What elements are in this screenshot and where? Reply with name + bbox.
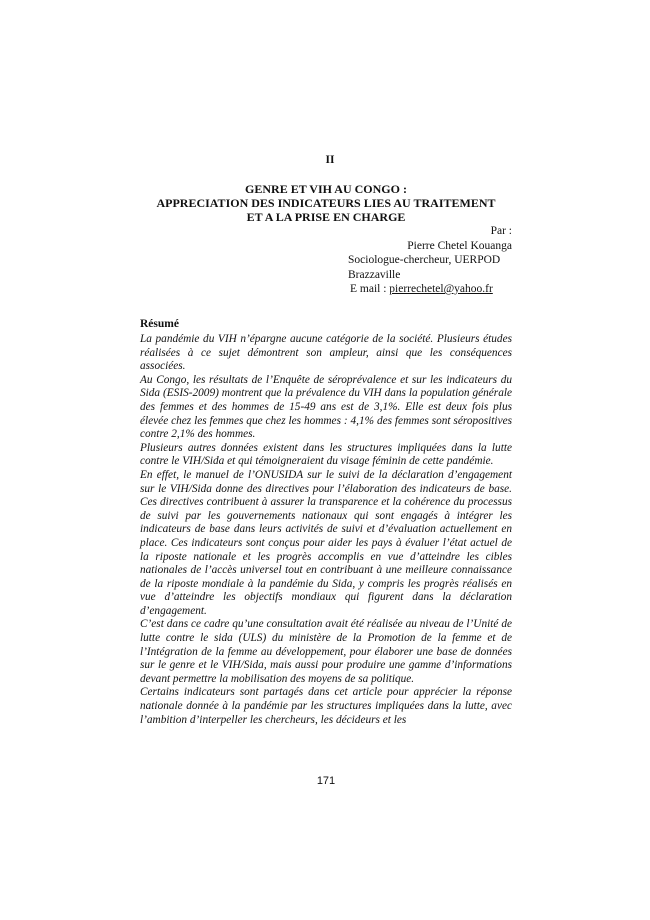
title-line: GENRE ET VIH AU CONGO :: [245, 182, 407, 196]
by-label: Par :: [490, 225, 512, 237]
abstract-paragraph: Plusieurs autres données existent dans les structures impliquées dans la lutte contre le VIH/Sida et qui témoigneraient du visage féminin de cette pandémie.: [140, 441, 512, 468]
email-label: E mail :: [350, 283, 390, 295]
abstract-paragraph: Au Congo, les résultats de l’Enquête de séroprévalence et sur les indicateurs du Sida (ESIS-2009) montrent que la prévalence du VIH dans la population générale des femmes et des hommes de 15-49 ans est de 3,1%. Elle est deux fois plus élevée chez les femmes que chez les hommes : 4,1% des femmes sont séropositives contre 2,1% des hommes.: [140, 373, 512, 441]
author-city: Brazzaville: [348, 268, 401, 281]
title-line: APPRECIATION DES INDICATEURS LIES AU TRAITEMENT: [156, 196, 496, 210]
abstract-body: [140, 333, 512, 727]
abstract-heading: Résumé: [140, 318, 179, 330]
abstract-paragraph: Certains indicateurs sont partagés dans cet article pour apprécier la réponse nationale donnée à la pandémie par les structures impliquées dans la lutte, avec l’ambition d’interpeller les chercheurs, les décideurs et les: [140, 686, 512, 726]
email-link[interactable]: pierrechetel@yahoo.fr: [389, 283, 493, 295]
page-number: 171: [316, 775, 336, 787]
author-name: Pierre Chetel Kouanga: [407, 239, 512, 252]
abstract-paragraph: La pandémie du VIH n’épargne aucune catégorie de la société. Plusieurs études réalisées à ce sujet démontrent son ampleur, ainsi que les conséquences associées.: [140, 333, 512, 373]
author-block: [140, 224, 512, 297]
title-line: ET A LA PRISE EN CHARGE: [246, 210, 406, 224]
author-role: Sociologue-chercheur, UERPOD: [348, 254, 501, 266]
author-email-line: [140, 282, 512, 297]
abstract-paragraph: C’est dans ce cadre qu’une consultation avait été réalisée au niveau de l’Unité de lutte contre le sida (ULS) du ministère de la Promotion de la femme et de l’Intégration de la femme au développement, pour élaborer une base de données sur le genre et le VIH/Sida, mais aussi pour produire une gamme d’informations devant permettre la mobilisation des moyens de sa politique.: [140, 618, 512, 685]
chapter-number: II: [325, 154, 335, 166]
abstract-paragraph: En effet, le manuel de l’ONUSIDA sur le suivi de la déclaration d’engagement sur le VIH/Sida donne des directives pour l’élaboration des indicateurs de base. Ces directives contribuent à assurer la transparence et la cohérence du processus de suivi par les gouvernements nationaux qui sont engagés à intégrer les indicateurs de base dans leurs activités de suivi et d’évaluation actuellement en place. Ces indicateurs sont conçus pour aider les pays à évaluer l’état actuel de la riposte nationale et les progrès accomplis en vue d’atteindre les cibles nationales de l’accès universel tout en contribuant à une meilleure connaissance de la riposte mondiale à la pandémie du Sida, y compris les progrès réalisés en vue d’atteindre les objectifs mondiaux qui figurent dans la déclaration d’engagement.: [140, 468, 512, 617]
article-title: [128, 182, 524, 224]
